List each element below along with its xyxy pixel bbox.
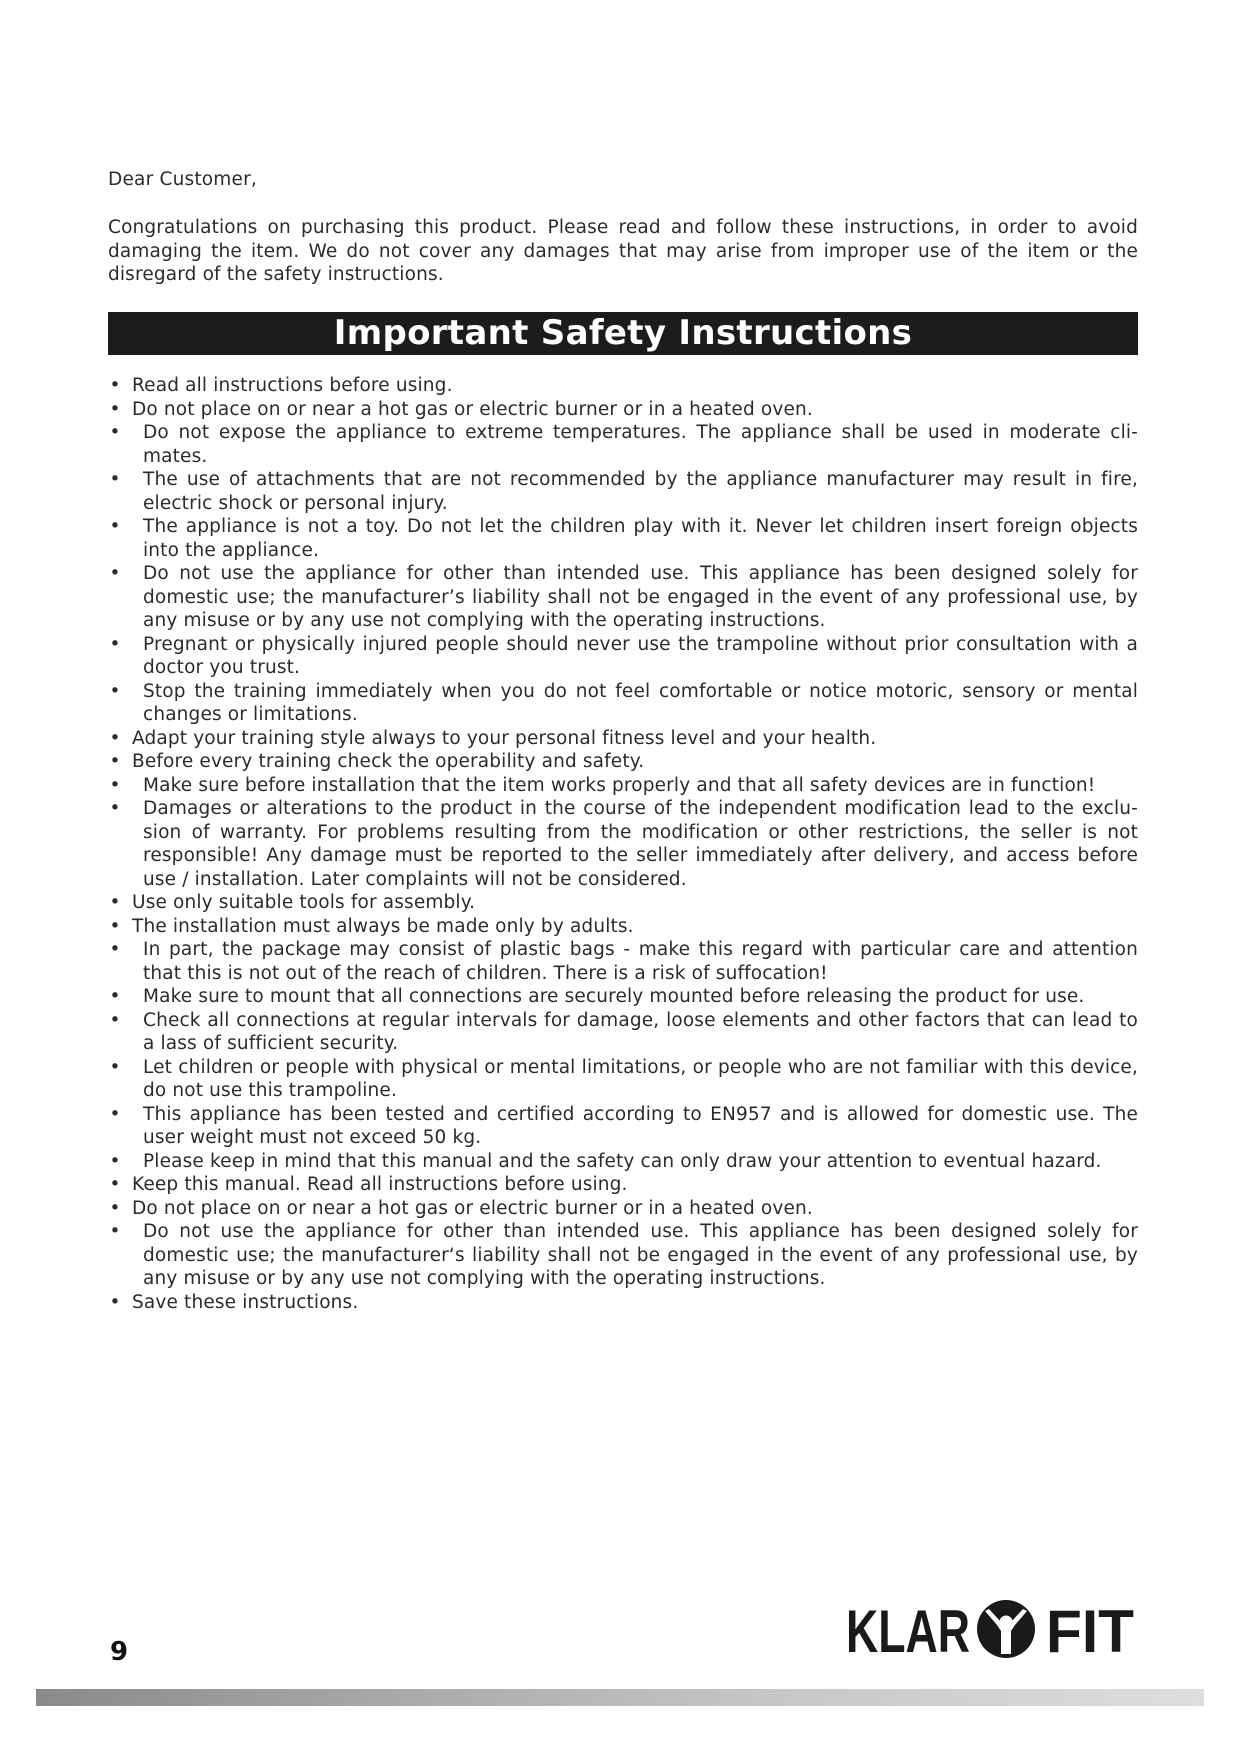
bullet-icon: • xyxy=(109,915,121,937)
greeting: Dear Customer, xyxy=(108,169,257,190)
instruction-item xyxy=(108,985,1138,1009)
instruction-item xyxy=(108,1197,1138,1221)
instruction-text: Keep this manual. Read all instructions before using. xyxy=(132,1174,628,1195)
instruction-text: Check all connections at regular intervals for damage, loose elements and other factors that can lead to a lass of sufficient security. xyxy=(143,1009,1138,1054)
instruction-text: Make sure before installation that the item works properly and that all safety devices are in function! xyxy=(143,774,1096,796)
instruction-item xyxy=(108,680,1138,727)
bullet-icon: • xyxy=(109,1056,121,1078)
instruction-item xyxy=(108,938,1138,985)
instruction-item xyxy=(108,1220,1138,1291)
instruction-text: The use of attachments that are not recommended by the appliance manufacturer may result in fire, electric shock or personal injury. xyxy=(143,469,1138,514)
footer-gradient-bar xyxy=(36,1689,1204,1706)
instruction-text: In part, the package may consist of plastic bags - make this regard with particular care and attention that this is not out of the reach of children. There is a risk of suffocation! xyxy=(143,939,1138,984)
instruction-text: Do not place on or near a hot gas or electric burner or in a heated oven. xyxy=(132,1197,813,1219)
instruction-item xyxy=(108,891,1138,915)
brand-word-right: FIT xyxy=(1046,1598,1134,1660)
instruction-text: The appliance is not a toy. Do not let the children play with it. Never let children insert foreign objects into the appliance. xyxy=(143,516,1138,561)
brand-word-left: KLAR xyxy=(846,1598,970,1660)
intro-paragraph: Congratulations on purchasing this product. Please read and follow these instructions, in order to avoid damaging the item. We do not cover any damages that may arise from improper use of the item or the disregard of the safety instructions. xyxy=(108,217,1138,285)
instruction-item xyxy=(108,1291,1138,1315)
instruction-item xyxy=(108,797,1138,891)
bullet-icon: • xyxy=(109,422,121,443)
figure-in-circle-icon xyxy=(977,1600,1035,1658)
bullet-icon: • xyxy=(109,516,121,537)
instruction-text: Make sure to mount that all connections are securely mounted before releasing the product for use. xyxy=(143,986,1085,1007)
instruction-item xyxy=(108,515,1138,562)
instruction-text: Do not expose the appliance to extreme temperatures. The appliance shall be used in moderate cli-mates. xyxy=(143,422,1138,467)
instruction-text: Do not use the appliance for other than intended use. This appliance has been designed solely for domestic use; the manufacturer’s liability shall not be engaged in the event of any professional use, by any misuse or by any use not complying with the operating instructions. xyxy=(143,563,1138,631)
bullet-icon: • xyxy=(109,375,121,396)
bullet-icon: • xyxy=(109,1103,121,1125)
instruction-text: Use only suitable tools for assembly. xyxy=(132,892,476,913)
instruction-item xyxy=(108,1056,1138,1103)
instruction-text: Do not use the appliance for other than intended use. This appliance has been designed solely for domestic use; the manufacturer‘s liability shall not be engaged in the event of any professional use, by any misuse or by any use not complying with the operating instructions. xyxy=(143,1221,1138,1289)
instruction-text: Adapt your training style always to your personal fitness level and your health. xyxy=(132,727,877,749)
instruction-text: Let children or people with physical or mental limitations, or people who are not familiar with this device, do not use this trampoline. xyxy=(143,1056,1138,1101)
section-heading: Important Safety Instructions xyxy=(108,312,1138,355)
bullet-icon: • xyxy=(109,1150,121,1172)
instruction-item xyxy=(108,398,1138,422)
instruction-item xyxy=(108,727,1138,751)
bullet-icon: • xyxy=(109,798,121,819)
instruction-text: Save these instructions. xyxy=(132,1291,359,1313)
bullet-icon: • xyxy=(109,892,121,913)
bullet-icon: • xyxy=(109,633,121,655)
instruction-item xyxy=(108,468,1138,515)
instruction-item xyxy=(108,633,1138,680)
instruction-item xyxy=(108,374,1138,398)
bullet-icon: • xyxy=(109,939,121,960)
bullet-icon: • xyxy=(109,1221,121,1242)
instruction-item xyxy=(108,421,1138,468)
instruction-item xyxy=(108,915,1138,939)
instruction-text: Please keep in mind that this manual and the safety can only draw your attention to eventual hazard. xyxy=(143,1150,1102,1172)
bullet-icon: • xyxy=(109,469,121,490)
instruction-text: Before every training check the operability and safety. xyxy=(132,751,645,772)
bullet-icon: • xyxy=(109,680,121,702)
instruction-item xyxy=(108,750,1138,774)
instruction-text: Read all instructions before using. xyxy=(132,375,453,396)
bullet-icon: • xyxy=(109,563,121,584)
bullet-icon: • xyxy=(109,774,121,796)
instruction-item xyxy=(108,562,1138,633)
instruction-text: Do not place on or near a hot gas or electric burner or in a heated oven. xyxy=(132,398,813,420)
instruction-text: This appliance has been tested and certified according to EN957 and is allowed for domestic use. The user weight must not exceed 50 kg. xyxy=(143,1103,1138,1148)
brand-logo xyxy=(846,1598,1136,1660)
instruction-text: Stop the training immediately when you do not feel comfortable or notice motoric, sensory or mental changes or limitations. xyxy=(143,680,1138,725)
bullet-icon: • xyxy=(109,986,121,1007)
bullet-icon: • xyxy=(109,1174,121,1195)
bullet-icon: • xyxy=(109,1291,121,1313)
instruction-text: Damages or alterations to the product in the course of the independent modification lead to the exclu-sion of warranty. For problems resulting from the modification or other restrictions, the seller is not responsible! Any damage must be reported to the seller immediately after delivery, and access before use / installation. Later complaints will not be considered. xyxy=(143,798,1138,890)
bullet-icon: • xyxy=(109,751,121,772)
bullet-icon: • xyxy=(109,398,121,420)
page-number: 9 xyxy=(110,1637,129,1667)
instruction-text: Pregnant or physically injured people should never use the trampoline without prior consultation with a doctor you trust. xyxy=(143,633,1138,678)
safety-instructions-list xyxy=(108,374,1138,1314)
instruction-item xyxy=(108,1173,1138,1197)
instruction-item xyxy=(108,1150,1138,1174)
instruction-item xyxy=(108,1103,1138,1150)
instruction-text: The installation must always be made only by adults. xyxy=(132,915,634,937)
bullet-icon: • xyxy=(109,727,121,749)
instruction-item xyxy=(108,774,1138,798)
bullet-icon: • xyxy=(109,1197,121,1219)
bullet-icon: • xyxy=(109,1009,121,1031)
instruction-item xyxy=(108,1009,1138,1056)
